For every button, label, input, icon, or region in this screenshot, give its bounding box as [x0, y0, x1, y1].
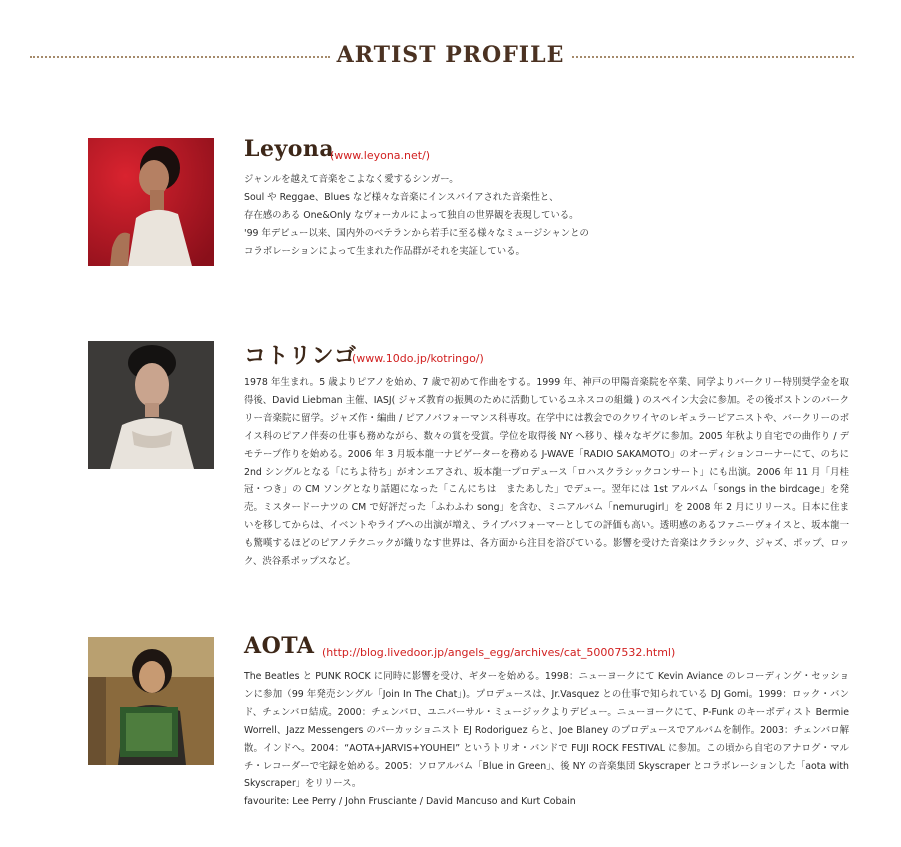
bio-line: ジャンルを越えて音楽をこよなく愛するシンガー。 [244, 174, 459, 185]
artist-photo [88, 341, 214, 469]
artist-website-link[interactable]: (http://blog.livedoor.jp/angels_egg/archives/cat_50007532.html) [322, 646, 676, 659]
artist-photo-image [88, 138, 214, 266]
artist-name: コトリンゴ [244, 343, 357, 369]
artist-website-link[interactable]: (www.leyona.net/) [330, 149, 431, 162]
artist-name: AOTA [244, 633, 315, 659]
header-rule-right [572, 56, 854, 58]
bio-line: 存在感のある One&Only なヴォーカルによって独自の世界観を表現している。 [244, 209, 579, 221]
page-header [0, 36, 901, 76]
bio-favourites: favourite: Lee Perry / John Frusciante / David Mancuso and Kurt Cobain [244, 796, 576, 808]
bio-paragraph: 1978 年生まれ。5 歳よりピアノを始め、7 歳で初めて作曲をする。1999 年、神戸の甲陽音楽院を卒業、同学よりバークリー特別奨学金を取得後、David Liebman 主催、IASJ( ジャズ教育の振興のために活動しているユネスコの組織 ) のスペイン大会に参加。その後ボストンのバークリー音楽院に留学。ジャズ作・編曲 / ピアノパフォーマンス科専攻。在学中には教会でのクワイヤのレギュラーピアニストや、バークリーのボイス科のピアノ伴奏の仕事も務めながら、数々の賞を受賞。学位を取得後 NY へ移り、様々なギグに参加。2005 年秋より自宅での曲作り / デモテープ作りを始める。2006 年 3 月坂本龍一ナビゲーターを務める J-WAVE「RADIO SAKAMOTO」のオーディションコーナーにて、のちに 2nd シングルとなる「にちよ待ち」がオンエアされ、坂本龍一プロデュース「ロハスクラシックコンサート」にも出演。2006 年 11 月「月桂冠・つき」の CM ソングとなり話題になった「こんにちは またあした」でデュー。翌年には 1st アルバム「songs in the birdcage」を発売。ミスタードーナツの CM で好評だった「ふわふわ song」を含む、ミニアルバム「nemurugirl」を 2008 年 2 月にリリース。日本に住まいを移してからは、イベントやライブへの出演が増え、ライブパフォーマーとしての評価も高い。透明感のあるファニーヴォイスと、坂本龍一も驚嘆するほどのピアノテクニックが織りなす世界は、各方面から注目を浴びている。影響を受けた音楽はクラシック、ジャズ、ポップ、ロック、渋谷系ポップスなど。 [244, 377, 849, 568]
artist-bio [244, 171, 849, 261]
bio-line: Soul や Reggae、Blues など様々な音楽にインスパイアされた音楽性と、 [244, 191, 559, 203]
bio-paragraph: The Beatles と PUNK ROCK に同時に影響を受け、ギターを始める。1998：ニューヨークにて Kevin Aviance のレコーディング・セッションに参加（99 年発売シングル「Join In The Chat」)。プロデュースは、Jr.Vasquez との仕事で知られている DJ Gomi。1999：ロック・バンド、チェンバロ結成。2000：チェンバロ、ユニバーサル・ミュージックよりデビュー。ニューヨークにて、P-Funk のキーボディスト Bermie Worrell、Jazz Messengers のパーカッショニスト EJ Rodoriguez らと、Joe Blaney のプロデュースでアルバムを制作。2003：チェンバロ解散。インドへ。2004：“AOTA+JARVIS+YOUHEI” というトリオ・バンドで FUJI ROCK FESTIVAL に参加。この頃から自宅のアナログ・マルチ・レコーダーで宅録を始める。2005：ソロアルバム「Blue in Green」、後 NY の音楽集団 Skyscraper とコラボレーションした「aota with Skyscraper」をリリース。 [244, 671, 849, 790]
artist-photo-image [88, 637, 214, 765]
artist-bio [244, 374, 849, 571]
bio-line: '99 年デビュー以来、国内外のベテランから若手に至る様々なミュージシャンとの [244, 227, 589, 239]
page-title: ARTIST PROFILE [336, 42, 565, 68]
artist-name: Leyona [244, 136, 335, 162]
bio-line: コラボレーションによって生まれた作品群がそれを実証している。 [244, 245, 525, 257]
artist-photo [88, 138, 214, 266]
artist-photo [88, 637, 214, 765]
artist-photo-image [88, 341, 214, 469]
artist-bio [244, 668, 849, 811]
artist-website-link[interactable]: (www.10do.jp/kotringo/) [352, 352, 484, 365]
